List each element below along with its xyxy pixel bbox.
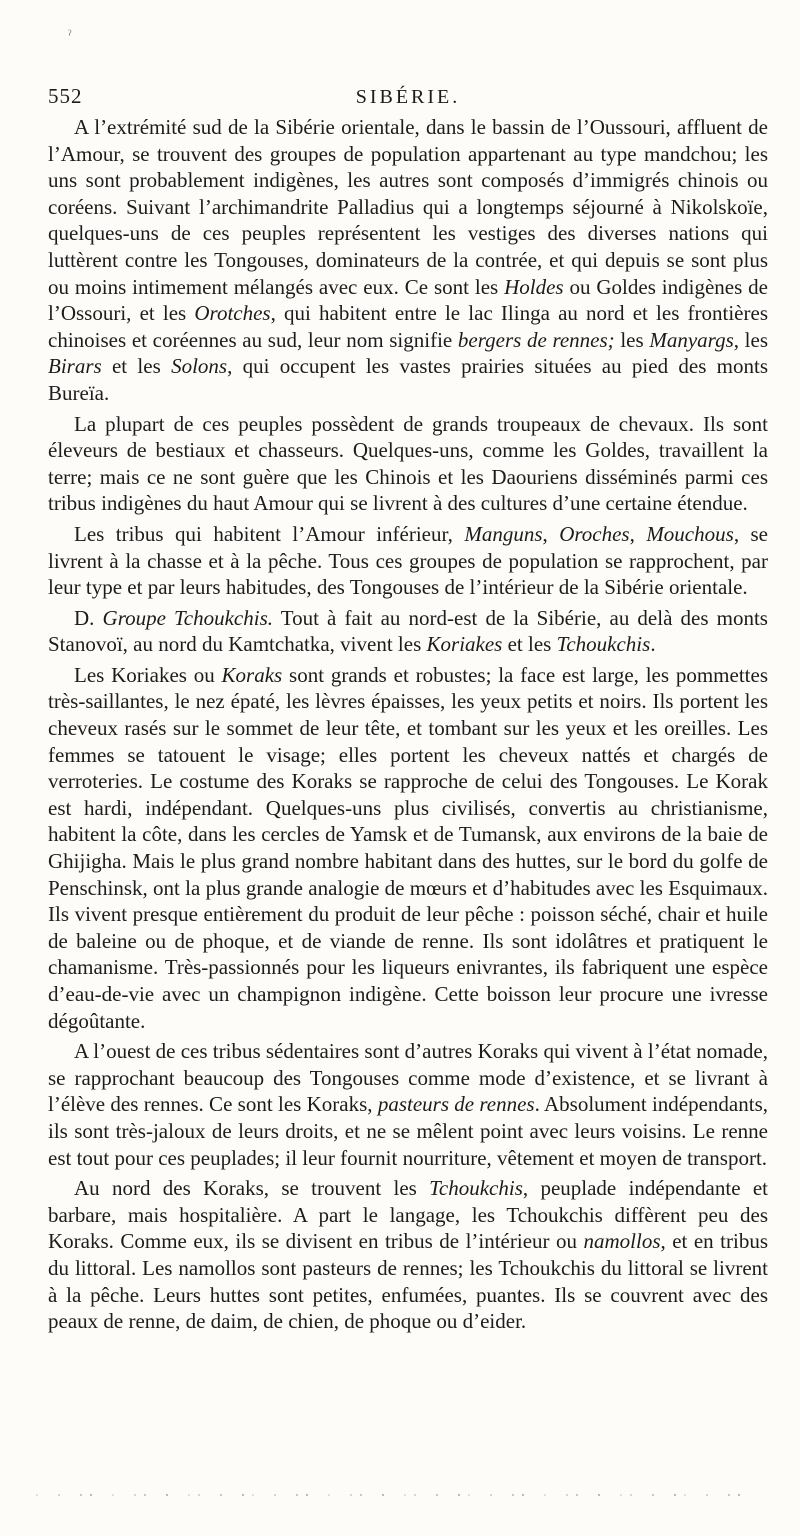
paragraph-text: La plupart de ces peuples possèdent de grands troupeaux de chevaux. Ils sont éleveurs de bestiaux et chasseurs. Quelques-uns, comme les Goldes, travaillent la terre; mais ce ne sont guère que les Chinois et les Daouriens disséminés parmi ces tribus indigènes du haut Amour qui se livrent à des cultures d’une certaine étendue. (48, 411, 768, 516)
paragraph-text: A l’extrémité sud de la Sibérie orientale, dans le bassin de l’Oussouri, affluent de l’Amour, se trouvent des groupes de population appartenant au type mandchou; les uns sont probablement indigènes, les autres sont composés d’immigrés chinois ou coréens. Suivant l’archimandrite Palladius qui a longtemps séjourné à Nikolskoïe, quelques-uns de ces peuples représentent les vestiges des diverses nations qui luttèrent contre les Tongouses, dominateurs de la contrée, et qui depuis se sont plus ou moins intimement mélangés avec eux. Ce sont les (48, 115, 768, 299)
speckle (112, 1494, 114, 1496)
paragraph-text: , qui occupent les vastes prairies situées au pied des monts Bureïa. (48, 354, 768, 405)
italic-term: Birars (48, 354, 102, 379)
speckle (58, 1494, 60, 1496)
speckle (134, 1494, 136, 1496)
paragraph-text: . (650, 632, 656, 657)
paragraph-text: , qui habitent entre le lac Ilinga au nord et les frontières chinoises et coréennes au sud, leur nom signifie (48, 301, 768, 352)
italic-term: Koraks (221, 662, 283, 687)
speckle (350, 1494, 352, 1496)
paragraph (48, 662, 768, 1034)
paragraph-text: et les (502, 632, 557, 657)
paragraph-text: Les Koriakes ou (74, 662, 222, 687)
speckle (36, 1494, 38, 1496)
paragraph-text: , (629, 521, 647, 546)
italic-term: Tchoukchis (429, 1176, 523, 1201)
speckle (252, 1494, 254, 1496)
speckle (630, 1494, 632, 1496)
italic-term: Tchoukchis (556, 632, 651, 657)
speckle (728, 1494, 730, 1496)
speckle (274, 1494, 276, 1496)
speckle (512, 1494, 514, 1496)
paragraph-text: Les tribus qui habitent l’Amour inférieur, (74, 521, 465, 546)
body-text (48, 114, 768, 1339)
italic-term: Groupe Tchoukchis. (102, 605, 273, 630)
paragraph (48, 1175, 768, 1335)
italic-term: Solons (171, 354, 228, 379)
speckle (706, 1494, 708, 1496)
speckle (144, 1494, 146, 1496)
paragraph (48, 114, 768, 407)
paragraph-text: . Absolument indépendants, ils sont très-jaloux de leurs droits, et ne se mêlent point avec leurs voisins. Le renne est tout pour ces peuplades; il leur fournit nourriture, vêtement et moyen de transport. (48, 1092, 769, 1170)
paragraph-text: , se livrent à la chasse et à la pêche. Tous ces groupes de population se rapprochent, par leur type et par leurs habitudes, des Tongouses de l’intérieur de la Sibérie orientale. (48, 521, 769, 600)
speckle (522, 1494, 524, 1496)
speckle (328, 1494, 330, 1496)
italic-term: Holdes (504, 274, 564, 299)
paragraph-text: A l’ouest de ces tribus sédentaires sont d’autres Koraks qui vivent à l’état nomade, se rapprochant beaucoup des Tongouses comme mode d’existence, et se livrant à l’élève des rennes. Ce sont les Koraks, (48, 1039, 768, 1117)
speckle (674, 1494, 676, 1496)
speckle (738, 1494, 740, 1496)
speckle (458, 1494, 460, 1496)
italic-term: Manguns (464, 521, 543, 546)
paragraph-text: , les (733, 327, 769, 352)
speckle (566, 1494, 568, 1496)
speckle (404, 1494, 406, 1496)
running-title: SIBÉRIE. (355, 86, 461, 108)
speckle (620, 1494, 622, 1496)
page-number: 552 (48, 84, 83, 108)
speckle (382, 1494, 384, 1496)
italic-term: bergers de rennes; (457, 327, 615, 352)
italic-term: Koriakes (426, 632, 503, 657)
speckle (652, 1494, 654, 1496)
speckle (468, 1494, 470, 1496)
paragraph (48, 411, 768, 517)
scan-speckles (36, 1494, 756, 1500)
italic-term: Orotches (194, 301, 271, 326)
speckle (242, 1494, 244, 1496)
speckle (80, 1494, 82, 1496)
speckle (188, 1494, 190, 1496)
paragraph-text: , (542, 521, 560, 546)
italic-term: Mouchous (646, 521, 734, 546)
paragraph-text: les (614, 327, 650, 352)
paragraph-text: et les (101, 354, 172, 379)
italic-term: Manyargs (649, 327, 734, 352)
speckle (436, 1494, 438, 1496)
paragraph-text: D. (74, 605, 103, 630)
page-header (48, 84, 768, 108)
speckle (90, 1494, 92, 1496)
speckle (220, 1494, 222, 1496)
speckle (684, 1494, 686, 1496)
speckle (598, 1494, 600, 1496)
speckle (490, 1494, 492, 1496)
italic-term: Oroches (559, 521, 630, 546)
paragraph (48, 1038, 768, 1171)
paragraph-text: sont grands et robustes; la face est large, les pommettes très-saillantes, le nez épaté, les lèvres épaisses, les yeux petits et noirs. Ils portent les cheveux rasés sur le sommet de leur tête, et tombant sur les yeux et les oreilles. Les femmes se tatouent le visage; elles portent les cheveux nattés et chargés de verroteries. Le costume des Koraks se rapproche de celui des Tongouses. Le Korak est hardi, indépendant. Quelques-uns plus civilisés, convertis au christianisme, habitent la côte, dans les cercles de Yamsk et de Tumansk, aux environs de la baie de Ghijigha. Mais le plus grand nombre habitant dans des huttes, sur le bord du golfe de Penschinsk, ont la plus grande analogie de mœurs et d’habitudes avec les Esquimaux. Ils vivent presque entièrement du produit de leur pêche : poisson séché, chair et huile de baleine ou de phoque, et de viande de renne. Ils sont idolâtres et pratiquent le chamanisme. Très-passionnés pour les liqueurs enivrantes, ils fabriquent une espèce d’eau-de-vie avec un champignon indigène. Cette boisson leur procure une ivresse dégoûtante. (48, 662, 768, 1033)
speckle (360, 1494, 362, 1496)
speckle (198, 1494, 200, 1496)
paragraph-text: , peuplade indépendante et barbare, mais hospitalière. A part le langage, les Tchoukchis diffèrent peu des Koraks. Comme eux, ils se divisent en tribus de l’intérieur ou (48, 1176, 769, 1254)
speckle (576, 1494, 578, 1496)
paragraph (48, 521, 768, 601)
speckle (296, 1494, 298, 1496)
paragraph-text: Tout à fait au nord-est de la Sibérie, au delà des monts Stanovoï, au nord du Kamtchatka, vivent les (48, 605, 768, 657)
speckle (166, 1494, 168, 1496)
paragraph (48, 605, 768, 658)
paragraph-text: Au nord des Koraks, se trouvent les (74, 1176, 430, 1201)
paragraph-text: , et en tribus du littoral. Les namollos sont pasteurs de rennes; les Tchoukchis du littoral se livrent à la pêche. Leurs huttes sont petites, enfumées, puantes. Ils se couvrent avec des peaux de renne, de daim, de chien, de phoque ou d’eider. (48, 1229, 768, 1334)
speckle (544, 1494, 546, 1496)
printer-mark: ˀ (68, 28, 72, 43)
italic-term: namollos (583, 1229, 661, 1254)
paragraph-text: ou Goldes indigènes de l’Ossouri, et les (48, 274, 768, 326)
italic-term: pasteurs de rennes (377, 1092, 535, 1117)
speckle (306, 1494, 308, 1496)
speckle (414, 1494, 416, 1496)
